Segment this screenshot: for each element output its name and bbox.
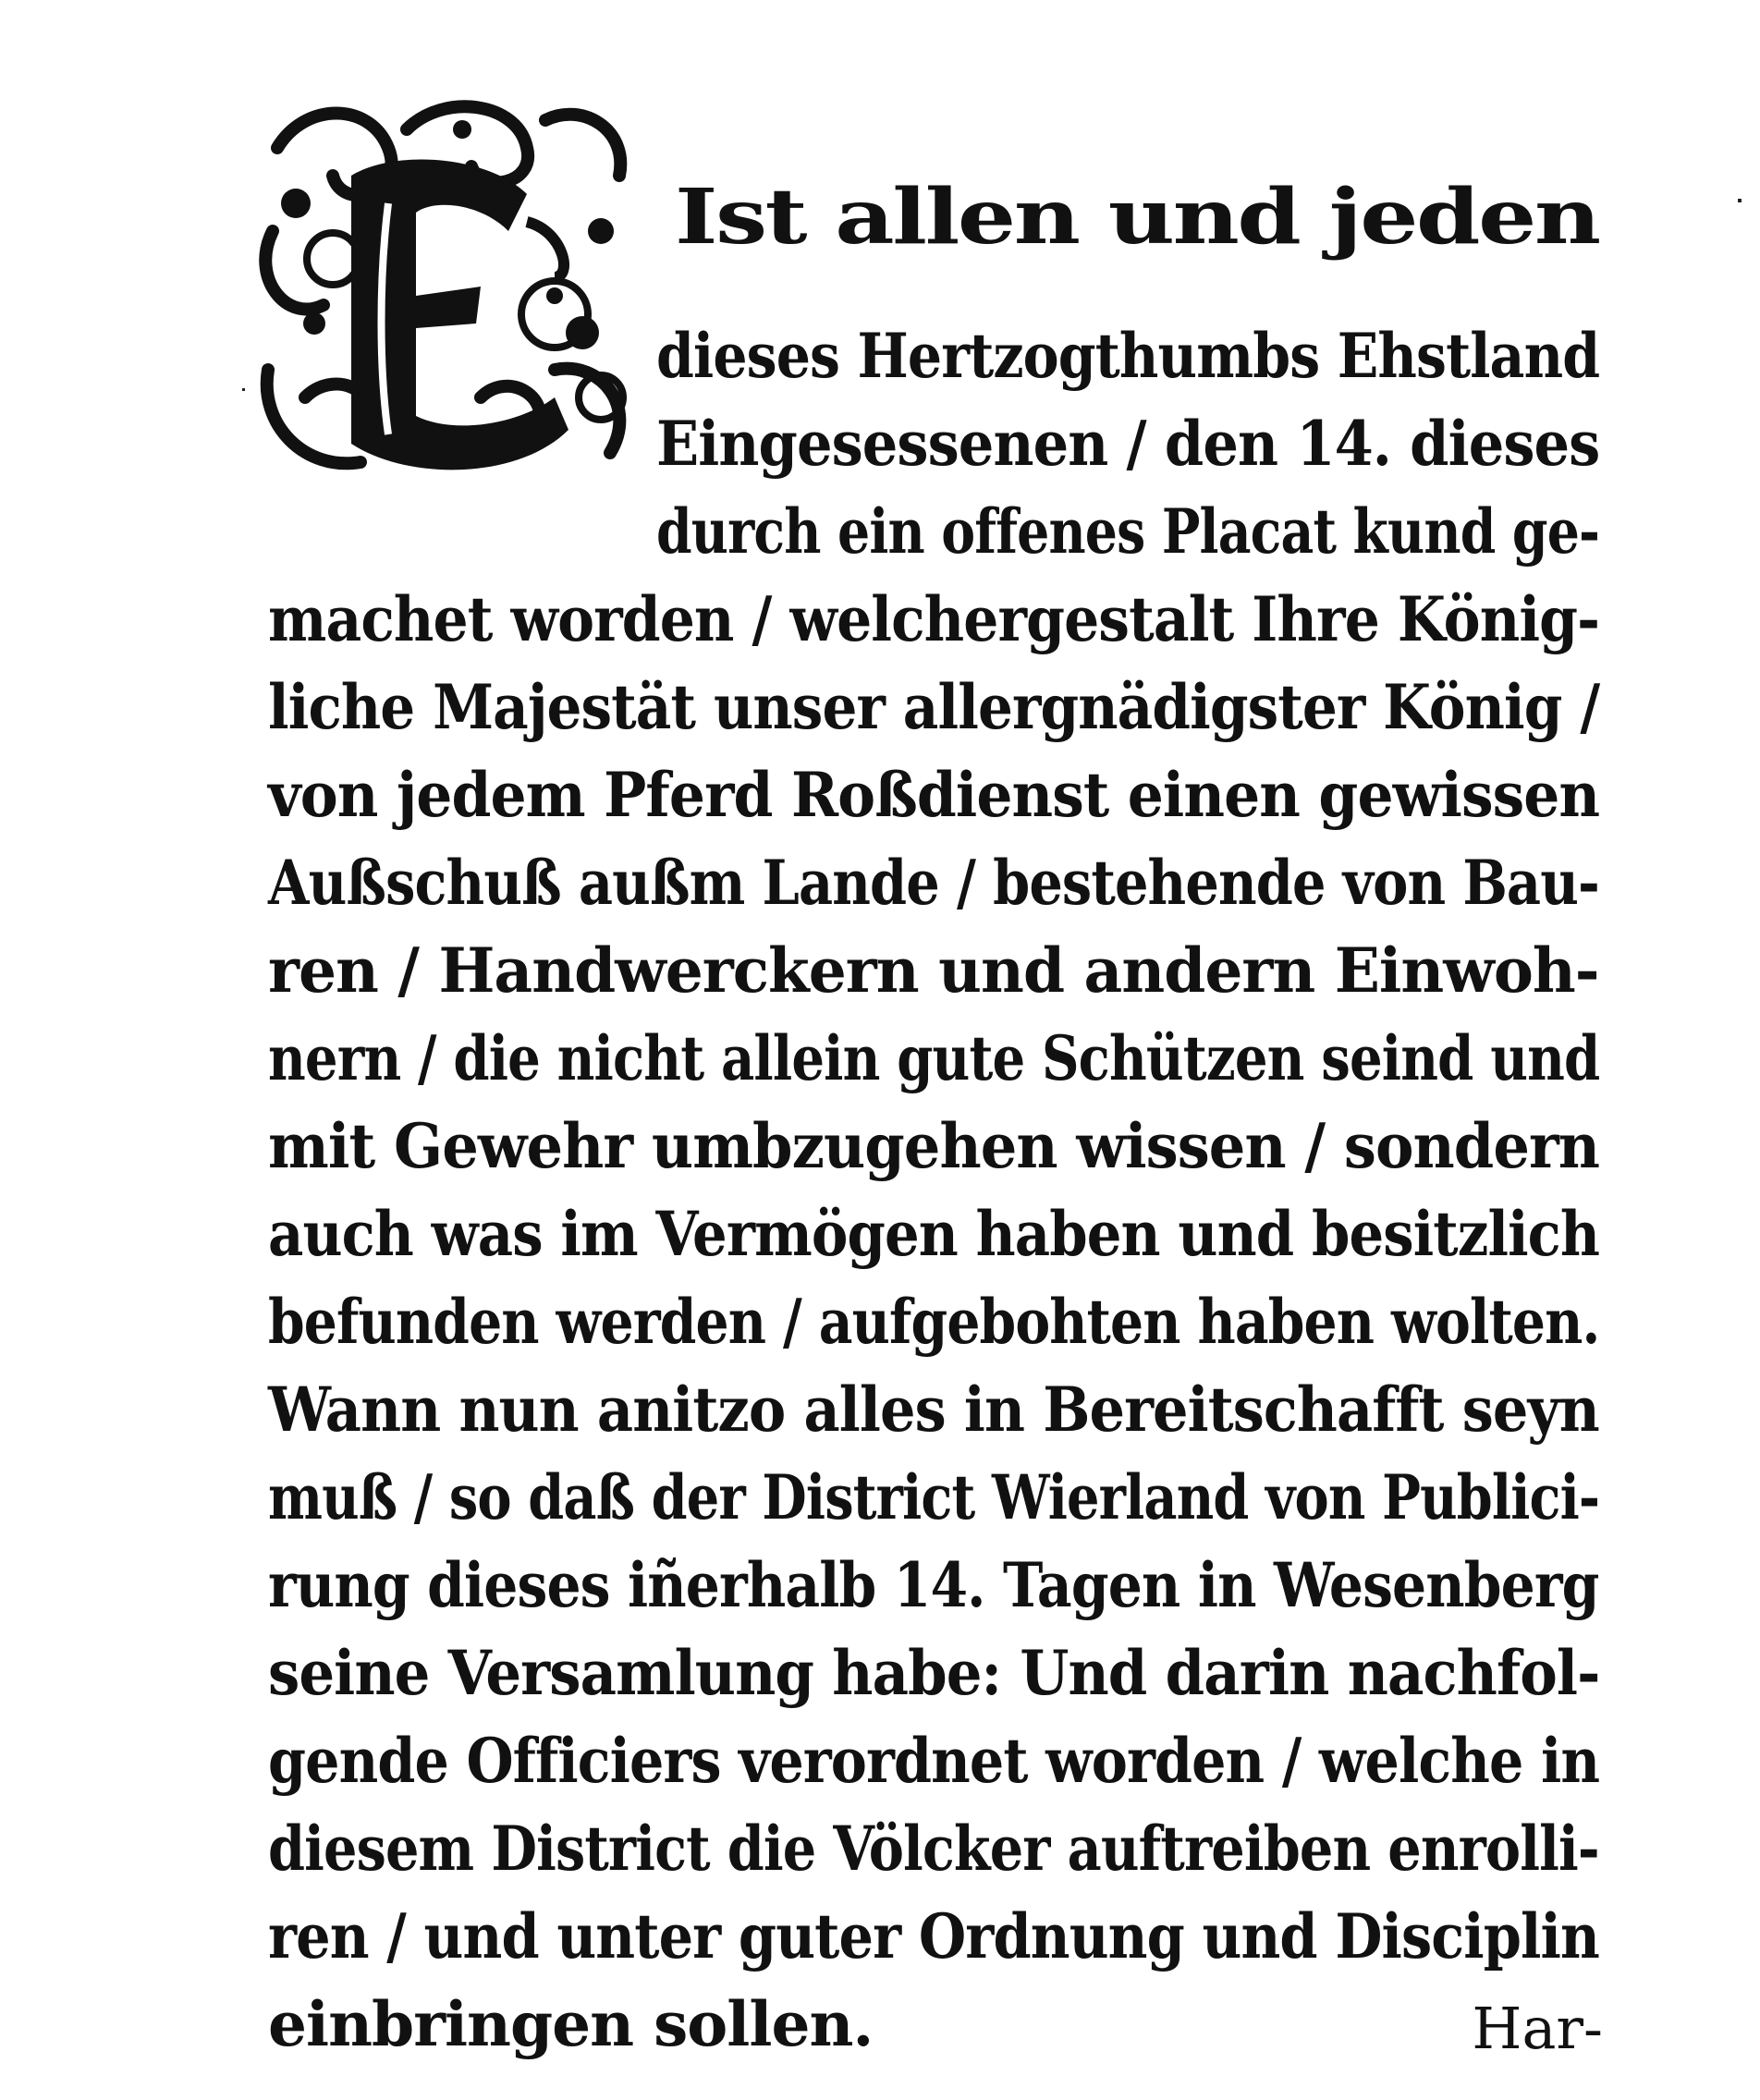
body-line-1: Ist allen und jeden xyxy=(675,173,1599,262)
scan-speck xyxy=(1738,199,1742,202)
body-line-17: seine Versamlung habe: Und darin nachfol- xyxy=(268,1637,1600,1709)
body-line-7: von jedem Pferd Roßdienst einen gewissen xyxy=(268,759,1600,831)
body-line-5: machet worden / welchergestalt Ihre König- xyxy=(268,583,1600,655)
body-line-16: rung dieses iñerhalb 14. Tagen in Wesenberg xyxy=(268,1549,1599,1621)
body-line-13: befunden werden / aufgebohten haben wolten. xyxy=(268,1286,1600,1358)
body-line-3: Eingesessenen / den 14. dieses xyxy=(656,408,1600,480)
body-line-18: gende Officiers verordnet worden / welche in xyxy=(268,1725,1600,1797)
body-line-21: einbringen sollen. xyxy=(268,1988,874,2060)
body-line-19: diesem District die Völcker auftreiben enrolli- xyxy=(268,1813,1599,1885)
body-line-12: auch was im Vermögen haben und besitzlich xyxy=(268,1198,1599,1270)
body-line-4: durch ein offenes Placat kund ge- xyxy=(656,495,1600,568)
body-line-6: liche Majestät unser allergnädigster König / xyxy=(268,671,1600,743)
body-line-11: mit Gewehr umbzugehen wissen / sondern xyxy=(268,1110,1600,1182)
body-line-20: ren / und unter guter Ordnung und Disciplin xyxy=(268,1900,1599,1972)
body-line-15: muß / so daß der District Wierland von Publici- xyxy=(268,1461,1600,1533)
body-line-8: Außschuß außm Lande / bestehende von Bau- xyxy=(268,847,1599,919)
catchword: Har- xyxy=(1472,1995,1603,2062)
body-line-9: ren / Handwerckern und andern Einwoh- xyxy=(268,934,1599,1007)
body-line-14: Wann nun anitzo alles in Bereitschafft seyn xyxy=(268,1374,1599,1446)
scan-speck xyxy=(242,388,245,391)
body-line-10: nern / die nicht allein gute Schützen seind und xyxy=(268,1022,1600,1094)
body-line-2: dieses Hertzogthumbs Ehstland xyxy=(656,320,1600,392)
